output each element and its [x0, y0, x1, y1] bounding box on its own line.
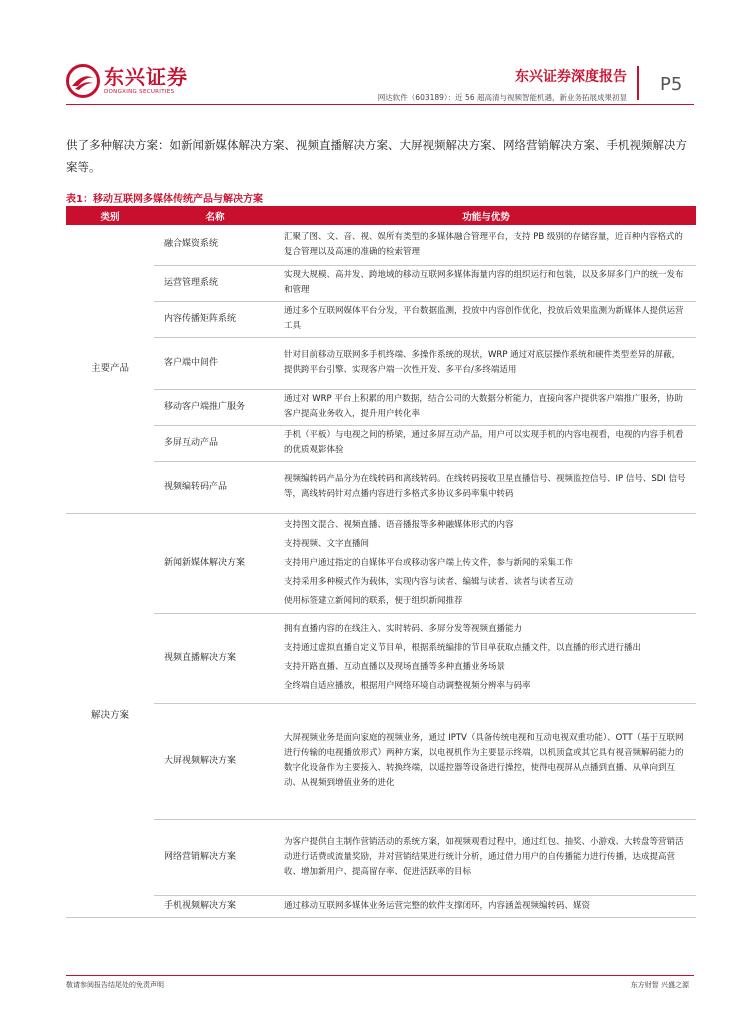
- feature-line: 为客户提供自主制作营销活动的系统方案，如视频观看过程中，通过红包、抽奖、小游戏、大转盘等营销活动进行话费或流量奖励，并对营销结果进行统计分析，通过借力用户的自传播能力进行传播，达成提高营收、增加新用户、提高留存率、促进活跃率的目标: [284, 836, 684, 877]
- header-rule: [66, 104, 694, 105]
- feature-line: 支持通过虚拟直播自定义节目单，根据系统编排的节目单获取点播文件，以直播的形式进行播出: [284, 643, 642, 653]
- category-cell: 主要产品: [66, 225, 154, 513]
- footer-rule: [66, 975, 694, 976]
- intro-paragraph: 供了多种解决方案：如新闻新媒体解决方案、视频直播解决方案、大屏视频解决方案、网络营销解决方案、手机视频解决方案等。: [66, 138, 687, 174]
- table-row: [66, 895, 696, 917]
- item-name-cell: 新闻新媒体解决方案: [154, 513, 276, 613]
- table-row: [66, 225, 696, 265]
- table-header-row: [66, 206, 696, 225]
- item-features-cell: [276, 225, 696, 265]
- footer-disclaimer: 敬请参阅报告结尾处的免责声明: [66, 981, 164, 989]
- feature-line: 支持图文混合、视频直播、语音播报等多种融媒体形式的内容: [284, 519, 514, 530]
- feature-line: 支持开路直播、互动直播以及现场直播等多种直播业务场景: [284, 662, 506, 672]
- logo-text-en: DONGXING SECURITIES: [104, 89, 175, 95]
- item-name-cell: 手机视频解决方案: [154, 895, 276, 917]
- item-name-cell: 内容传播矩阵系统: [154, 301, 276, 337]
- feature-line: 全终端自适应播放，根据用户网络环境自动调整视频分辨率与码率: [284, 681, 531, 691]
- feature-line: 支持用户通过指定的自媒体平台或移动客户端上传文件，参与新闻的采集工作: [284, 557, 574, 568]
- item-name-cell: 运营管理系统: [154, 265, 276, 301]
- header-category: 类别: [66, 206, 154, 225]
- feature-line: 手机（平板）与电视之间的桥梁，通过多屏互动产品，用户可以实现手机的内容电视看，电视的内容手机看的优质观影体验: [284, 430, 684, 455]
- feature-line: 支持视频、文字直播间: [284, 538, 370, 549]
- table-row: [66, 613, 696, 703]
- feature-line: 汇聚了图、文、音、视、娱所有类型的多媒体融合管理平台，支持 PB 级别的存储容量，近百种内容格式的复合管理以及高速的准确的检索管理: [284, 231, 683, 257]
- item-name-cell: 客户端中间件: [154, 337, 276, 389]
- logo-text-cn: 东兴证券: [104, 65, 188, 89]
- table-row: [66, 425, 696, 461]
- table-row: [66, 703, 696, 819]
- page-number: P5: [660, 74, 683, 95]
- feature-line: 支持采用多种模式作为载体，实现内容与读者、编辑与读者、读者与读者互动: [284, 576, 574, 587]
- item-features-cell: [276, 819, 696, 895]
- table-row: [66, 337, 696, 389]
- table-row: [66, 461, 696, 513]
- item-name-cell: 视频编转码产品: [154, 461, 276, 513]
- item-name-cell: 大屏视频解决方案: [154, 703, 276, 819]
- table-title: 表1：移动互联网多媒体传统产品与解决方案: [66, 194, 263, 205]
- feature-line: 通过多个互联网媒体平台分发，平台数据监测，投放中内容创作优化，投放后效果监测为新媒体人提供运营工具: [284, 306, 684, 331]
- item-name-cell: 移动客户端推广服务: [154, 389, 276, 425]
- feature-line: 实现大规模、高并发、跨地域的移动互联网多媒体海量内容的组织运行和包装，以及多屏多门户的统一发布和管理: [284, 270, 684, 295]
- item-features-cell: [276, 301, 696, 337]
- page-header: [0, 0, 755, 112]
- item-name-cell: 多屏互动产品: [154, 425, 276, 461]
- dongxing-logo-icon: [66, 64, 100, 98]
- item-features-cell: [276, 895, 696, 917]
- table-row: [66, 265, 696, 301]
- company-logo: [66, 64, 188, 98]
- feature-line: 通过移动互联网多媒体业务运营完整的软件支撑闭环，内容涵盖视频编转码、媒资: [284, 900, 591, 911]
- item-features-cell: [276, 425, 696, 461]
- feature-line: 针对目前移动互联网多手机终端、多操作系统的现状，WRP 通过对底层操作系统和硬件类型差异的屏蔽，提供跨平台引擎、实现客户端一次性开发、多平台/多终端适用: [284, 350, 681, 375]
- item-name-cell: 视频直播解决方案: [154, 613, 276, 703]
- product-solution-table: [66, 206, 696, 918]
- feature-line: 使用标签建立新闻间的联系，便于组织新闻推荐: [284, 595, 463, 606]
- header-features: 功能与优势: [276, 206, 696, 225]
- feature-line: 大屏视频业务是面向家庭的视频业务，通过 IPTV（具备传统电视和互动电视双重功能）、OTT（基于互联网进行传输的电视播放形式）两种方案，以电视机作为主要显示终端，以机顶盒或其它具有视音频解码能力的数字化设备作为主要接入、转换终端，以遥控器等设备进行操控，使得电视屏从点播到直播、从单向到互动、从视频到增值业务的进化: [284, 733, 684, 788]
- footer-slogan: 东方财智 兴盛之源: [630, 981, 689, 989]
- report-subtitle: 网达软件（603189）：近 56 超高清与视频智能机遇，新业务拓展成果初显: [377, 93, 627, 102]
- table-row: [66, 301, 696, 337]
- item-features-cell: [276, 389, 696, 425]
- feature-line: 通过对 WRP 平台上积累的用户数据，结合公司的大数据分析能力，直接向客户提供客户端推广服务，协助客户提高业务收入，提升用户转化率: [284, 394, 683, 419]
- header-name: 名称: [154, 206, 276, 225]
- feature-line: 拥有直播内容的在线注入、实时转码、多屏分发等视频直播能力: [284, 624, 523, 634]
- table-row: [66, 513, 696, 613]
- table-row: [66, 389, 696, 425]
- item-features-cell: [276, 265, 696, 301]
- report-title: 东兴证券深度报告: [515, 69, 627, 85]
- item-name-cell: 网络营销解决方案: [154, 819, 276, 895]
- item-features-cell: [276, 613, 696, 703]
- feature-line: 视频编转码产品分为在线转码和离线转码。在线转码接收卫星直播信号、视频监控信号、IP 信号、SDI 信号等，离线转码针对点播内容进行多格式多协议多码率集中转码: [284, 474, 686, 499]
- category-cell: 解决方案: [66, 513, 154, 917]
- item-name-cell: 融合媒资系统: [154, 225, 276, 265]
- header-divider: [637, 66, 639, 100]
- item-features-cell: [276, 513, 696, 613]
- item-features-cell: [276, 703, 696, 819]
- table-row: [66, 819, 696, 895]
- item-features-cell: [276, 337, 696, 389]
- item-features-cell: [276, 461, 696, 513]
